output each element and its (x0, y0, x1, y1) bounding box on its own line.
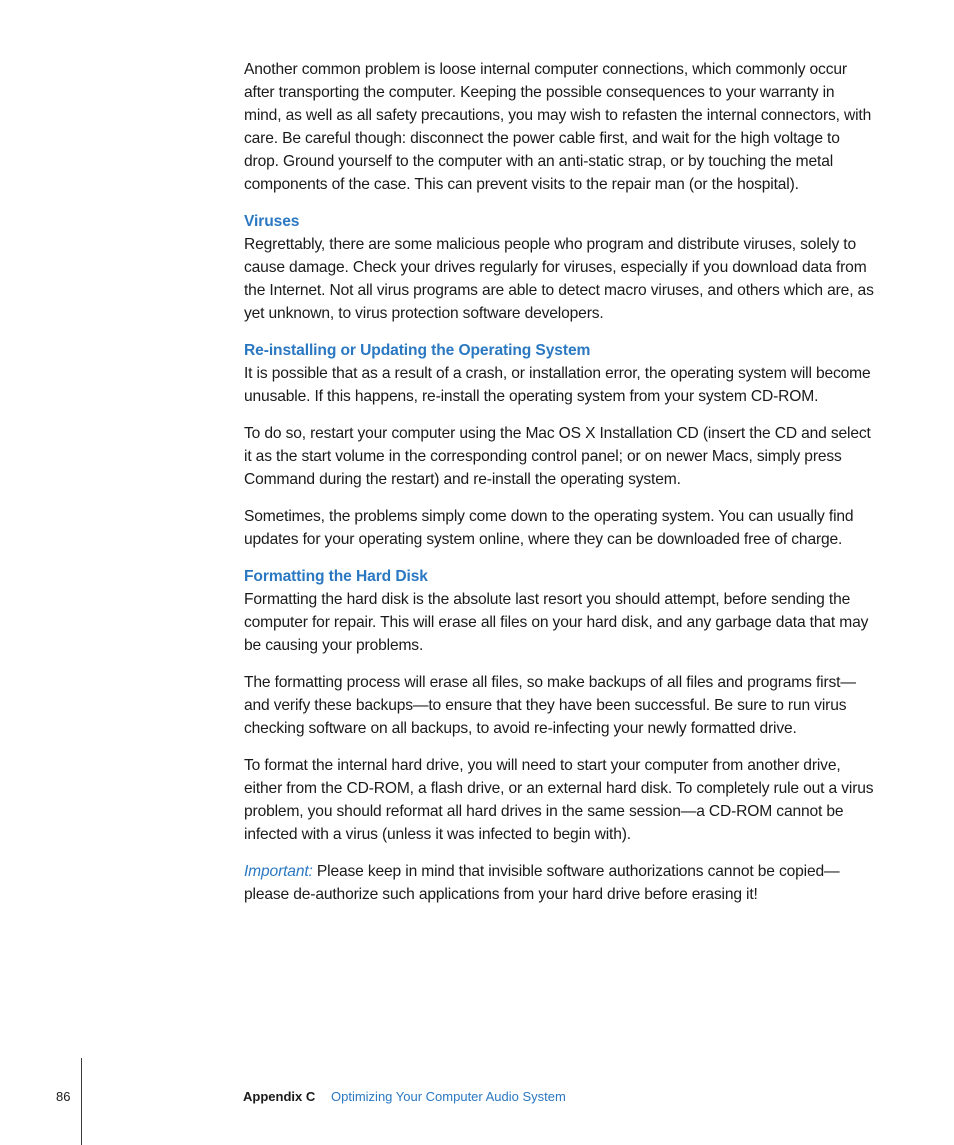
section-heading-formatting: Formatting the Hard Disk (244, 568, 428, 585)
reinstall-paragraph-3: Sometimes, the problems simply come down to the operating system. You can usually find updates for your operating system online, where they can be downloaded free of charge. (244, 508, 854, 548)
footer-appendix-label: Appendix C (243, 1089, 316, 1104)
formatting-paragraph-2: The formatting process will erase all files, so make backups of all files and programs first—and verify these backups—to ensure that they have been successful. Be sure to run virus checking software on all backups, to avoid re-infecting your newly formatted drive. (244, 674, 856, 737)
intro-paragraph: Another common problem is loose internal computer connections, which commonly occur after transporting the computer. Keeping the possible consequences to your warranty in mind, as well as all safety precautions, you may wish to refasten the internal connectors, with care. Be careful though: disconnect the power cable first, and wait for the high voltage to drop. Ground yourself to the computer with an anti-static strap, or by touching the metal components of the case. This can prevent visits to the repair man (or the hospital). (244, 61, 872, 193)
reinstall-paragraph-2: To do so, restart your computer using the Mac OS X Installation CD (insert the CD and select it as the start volume in the corresponding control panel; or on newer Macs, simply press Command during the restart) and re-install the operating system. (244, 425, 871, 488)
section-heading-viruses: Viruses (244, 213, 300, 230)
reinstall-paragraph-1: It is possible that as a result of a crash, or installation error, the operating system will become unusable. If this happens, re-install the operating system from your system CD-ROM. (244, 365, 871, 405)
important-label: Important: (244, 863, 313, 880)
section-heading-reinstall: Re-installing or Updating the Operating System (244, 342, 591, 359)
important-note (244, 860, 874, 906)
viruses-paragraph: Regrettably, there are some malicious people who program and distribute viruses, solely to cause damage. Check your drives regularly for viruses, especially if you download data from the Internet. Not all virus programs are able to detect macro viruses, and others which are, as yet unknown, to virus protection software developers. (244, 236, 874, 322)
formatting-paragraph-3: To format the internal hard drive, you will need to start your computer from another drive, either from the CD-ROM, a flash drive, or an external hard disk. To completely rule out a virus problem, you should reformat all hard drives in the same session—a CD-ROM cannot be infected with a virus (unless it was infected to begin with). (244, 757, 874, 843)
page-body (244, 58, 874, 906)
page-number: 86 (56, 1089, 71, 1104)
footer-chapter-title: Optimizing Your Computer Audio System (331, 1089, 566, 1104)
footer-divider (81, 1058, 82, 1145)
important-text: Please keep in mind that invisible software authorizations cannot be copied—please de-authorize such applications from your hard drive before erasing it! (244, 863, 840, 903)
formatting-paragraph-1: Formatting the hard disk is the absolute last resort you should attempt, before sending the computer for repair. This will erase all files on your hard disk, and any garbage data that may be causing your problems. (244, 591, 869, 654)
